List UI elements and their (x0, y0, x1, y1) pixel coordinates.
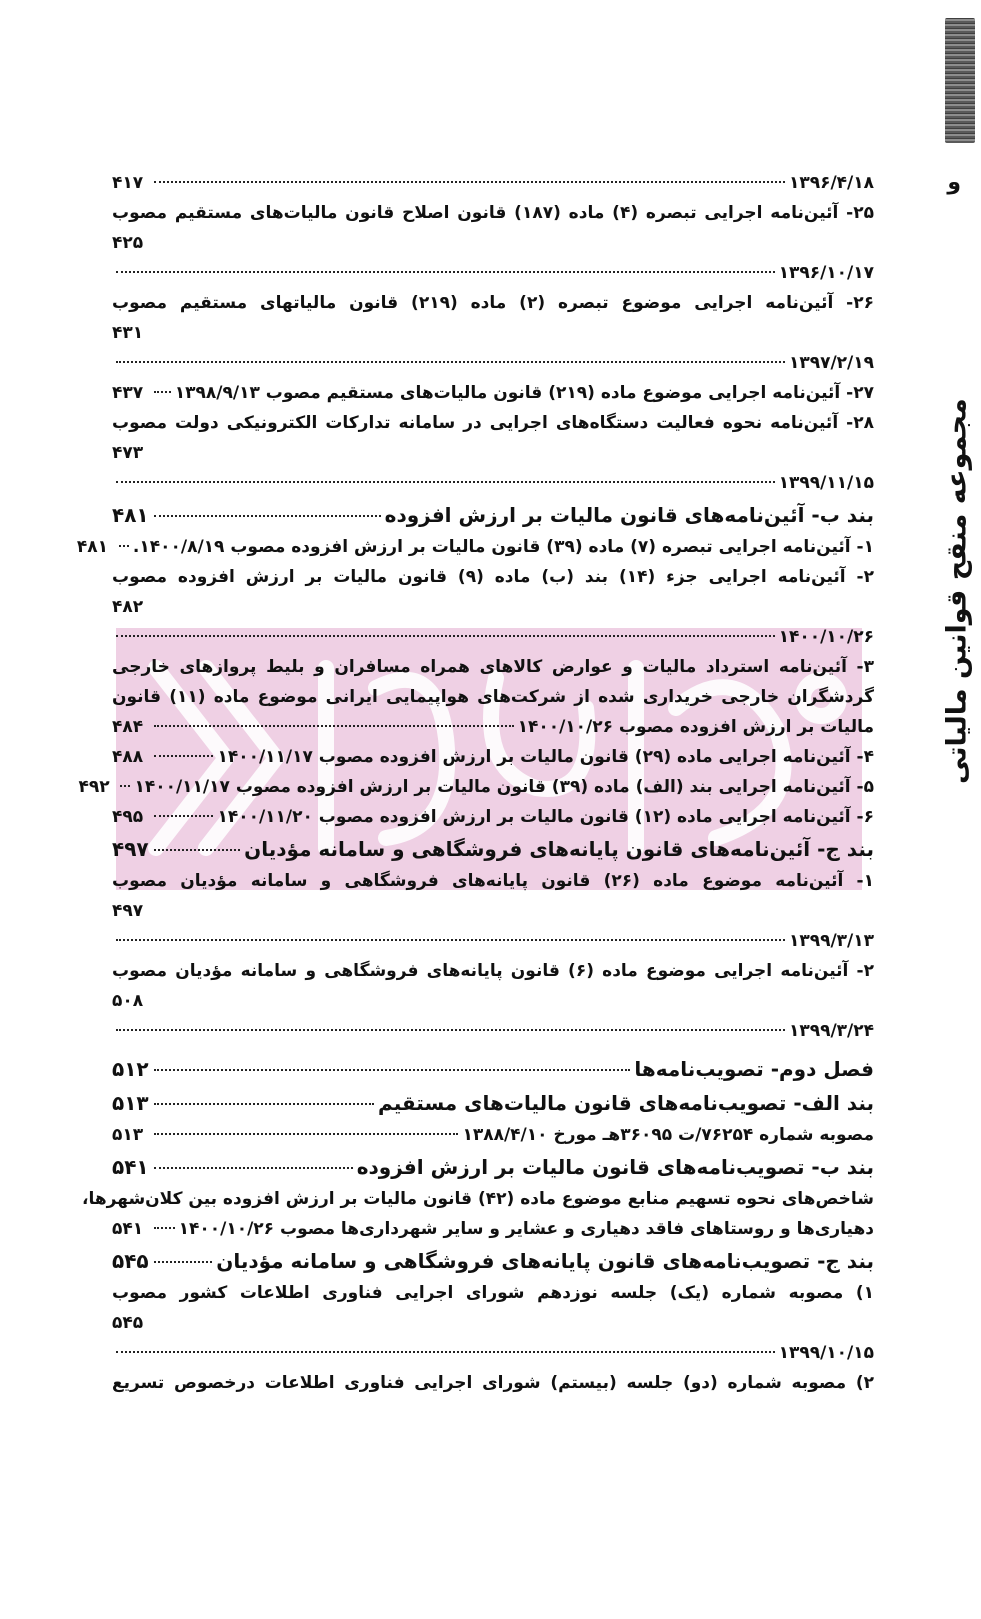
toc-entry: ۱- آئین‌نامه موضوع ماده (۲۶) قانون پایانه‌های فروشگاهی و سامانه مؤدیان مصوب (112, 871, 874, 891)
page-number: ۴۹۷ (112, 901, 144, 921)
section-heading: بند الف- تصویب‌نامه‌های قانون مالیات‌های مستقیم ۵۱۳ (112, 1086, 874, 1120)
leader-dots (154, 1133, 458, 1135)
leader-dots (116, 635, 775, 637)
page-number: ۴۹۲ (78, 777, 110, 797)
table-of-contents: ۱۳۹۶/۴/۱۸ ۴۱۷ ۲۵- آئین‌نامه اجرایی تبصره (۴) ماده (۱۸۷) قانون اصلاح قانون مالیات‌های مستقیم مصوب ۴۲۵ ۱۳۹۶/۱۰/۱۷ ۲۶- آئین‌نامه اجرایی موضوع تبصره (۲) ماده (۲۱۹) قانون مالیاتهای مستقیم مصوب ۴۳۱ ۱۳۹۷/۲/۱۹ ۲۷- آئین‌نامه اجرایی موضوع ماده (۲۱۹) قانون مالیات‌های مستقیم مصوب ۱۳۹۸/۹/۱۳ ۴۳۷ ۲۸- آئین‌نامه نحوه فعالیت دستگاه‌های اجرایی در سامانه تدارکات الکترونیکی دولت مصوب ۴۷۳ ۱۳۹۹/۱۱/۱۵ بند ب- آئین‌نامه‌های قانون مالیات بر ارزش افزوده ۴۸۱ ۱- آئین‌نامه اجرایی تبصره (۷) ماده (۳۹) قانون مالیات بر ارزش افزوده مصوب ۱۴۰۰/۸/۱۹. ۴۸۱ ۲- آئین‌نامه اجرایی جزء (۱۴) بند (ب) ماده (۹) قانون مالیات بر ارزش افزوده مصوب ۴۸۲ ۱۴۰۰/۱۰/۲۶ ۳- آئین‌نامه استرداد مالیات و عوارض کالاهای همراه مسافران و بلیط پروازهای خارجی گردشگران خارجی خریداری شده از شرکت‌های هواپیمایی ایرانی موضوع ماده (۱۱) قانون مالیات بر ارزش افزوده مصوب ۱۴۰۰/۱۰/۲۶ ۴۸۴ ۴- آئین‌نامه اجرایی ماده (۲۹) قانون مالیات بر ارزش افزوده مصوب ۱۴۰۰/۱۱/۱۷ ۴۸۸ ۵- آئین‌نامه اجرایی بند (الف) ماده (۳۹) قانون مالیات بر ارزش افزوده مصوب ۱۴۰۰/۱۱/۱۷ ۴۹۲ ۶- آئین‌نامه اجرایی ماده (۱۲) قانون مالیات بر ارزش افزوده مصوب ۱۴۰۰/۱۱/۲۰ ۴۹۵ بند ج- آئین‌نامه‌های قانون پایانه‌های فروشگاهی و سامانه مؤدیان ۴۹۷ ۱- آئین‌نامه موضوع ماده (۲۶) قانون پایانه‌های فروشگاهی و سامانه مؤدیان مصوب ۴۹۷ ۱۳۹۹/۳/۱۳ ۲- آئین‌نامه اجرایی موضوع ماده (۶) قانون پایانه‌های فروشگاهی و سامانه مؤدیان مصوب ۵۰۸ ۱۳۹۹/۳/۲۴ فصل دوم- تصویب‌نامه‌ها ۵۱۲ بند الف- تصویب‌نامه‌های قانون مالیات‌های مستقیم ۵۱۳ مصوبه شماره ۷۶۲۵۴/ت ۳۶۰۹۵هـ مورخ ۱۳۸۸/۴/۱۰ ۵۱۳ بند ب- تصویب‌نامه‌های قانون مالیات بر ارزش افزوده ۵۴۱ شاخص‌های نحوه تسهیم منابع موضوع ماده (۴۲) قانون مالیات بر ارزش افزوده بین کلان‌شهرها، دهیاری‌ها و روستاهای فاقد دهیاری و عشایر و سایر شهرداری‌ها مصوب ۱۴۰۰/۱۰/۲۶ ۵۴۱ بند ج- تصویب‌نامه‌های قانون پایانه‌های فروشگاهی و سامانه مؤدیان ۵۴۵ ۱) مصوبه شماره (یک) جلسه نوزدهم شورای اجرایی فناوری اطلاعات کشور مصوب ۵۴۵ ۱۳۹۹/۱۰/۱۵ ۲) مصوبه شماره (دو) جلسه (بیستم) شورای اجرایی فناوری اطلاعات درخصوص تسریع (112, 168, 874, 1398)
toc-entry: ۳- آئین‌نامه استرداد مالیات و عوارض کالاهای همراه مسافران و بلیط پروازهای خارجی (112, 657, 874, 677)
leader-dots (154, 1103, 374, 1105)
leader-dots (154, 181, 785, 183)
leader-dots (154, 1227, 175, 1229)
toc-entry: ۱- آئین‌نامه اجرایی تبصره (۷) ماده (۳۹) قانون مالیات بر ارزش افزوده مصوب ۱۴۰۰/۸/۱۹. ۴۸۱ (112, 532, 874, 562)
leader-dots (154, 391, 171, 393)
toc-entry: ۲۸- آئین‌نامه نحوه فعالیت دستگاه‌های اجرایی در سامانه تدارکات الکترونیکی دولت مصوب (112, 413, 874, 433)
page-number: ۴۸۸ (112, 747, 144, 767)
chapter-heading: فصل دوم- تصویب‌نامه‌ها ۵۱۲ (112, 1052, 874, 1086)
page-number: ۵۴۱ (112, 1155, 149, 1179)
leader-dots (154, 849, 240, 851)
page-number: ۴۷۳ (112, 443, 144, 463)
leader-dots (154, 815, 213, 817)
page-number: ۵۱۲ (112, 1057, 149, 1081)
page-number: ۴۸۲ (112, 597, 144, 617)
page-number: ۵۴۱ (112, 1219, 144, 1239)
toc-entry: ۱۳۹۶/۴/۱۸ ۴۱۷ (112, 168, 874, 198)
toc-entry: ۱) مصوبه شماره (یک) جلسه نوزدهم شورای اجرایی فناوری اطلاعات کشور مصوب (112, 1283, 874, 1303)
leader-dots (154, 1167, 353, 1169)
running-title: مجموعه منقح قوانین مالیاتی (941, 398, 973, 784)
page-number: ۴۸۱ (76, 537, 109, 557)
page-number: ۵۴۵ (112, 1249, 149, 1273)
leader-dots (120, 785, 130, 787)
scan-edge (945, 18, 975, 143)
leader-dots (119, 545, 129, 547)
page-number: ۴۳۷ (112, 383, 144, 403)
leader-dots (116, 361, 785, 363)
leader-dots (154, 1069, 630, 1071)
section-heading: بند ج- آئین‌نامه‌های قانون پایانه‌های فروشگاهی و سامانه مؤدیان ۴۹۷ (112, 832, 874, 866)
page-number: ۴۱۷ (112, 173, 144, 193)
leader-dots (116, 939, 785, 941)
leader-dots (154, 1261, 212, 1263)
leader-dots (116, 271, 775, 273)
page-number: ۴۹۷ (112, 837, 149, 861)
section-heading: بند ب- تصویب‌نامه‌های قانون مالیات بر ارزش افزوده ۵۴۱ (112, 1150, 874, 1184)
section-heading: بند ج- تصویب‌نامه‌های قانون پایانه‌های فروشگاهی و سامانه مؤدیان ۵۴۵ (112, 1244, 874, 1278)
page-number: ۵۴۵ (112, 1313, 144, 1333)
leader-dots (154, 755, 213, 757)
page-number: ۵۱۳ (112, 1125, 144, 1145)
toc-entry: ۲۶- آئین‌نامه اجرایی موضوع تبصره (۲) ماده (۲۱۹) قانون مالیاتهای مستقیم مصوب (112, 293, 874, 313)
toc-entry: ۶- آئین‌نامه اجرایی ماده (۱۲) قانون مالیات بر ارزش افزوده مصوب ۱۴۰۰/۱۱/۲۰ ۴۹۵ (112, 802, 874, 832)
toc-entry: مصوبه شماره ۷۶۲۵۴/ت ۳۶۰۹۵هـ مورخ ۱۳۸۸/۴/۱۰ ۵۱۳ (112, 1120, 874, 1150)
page-number: ۴۹۵ (112, 807, 144, 827)
toc-entry: ۲) مصوبه شماره (دو) جلسه (بیستم) شورای اجرایی فناوری اطلاعات درخصوص تسریع (112, 1373, 874, 1393)
toc-entry: ۲۷- آئین‌نامه اجرایی موضوع ماده (۲۱۹) قانون مالیات‌های مستقیم مصوب ۱۳۹۸/۹/۱۳ ۴۳۷ (112, 378, 874, 408)
leader-dots (116, 1351, 775, 1353)
section-letter: و (947, 170, 961, 195)
leader-dots (116, 1029, 785, 1031)
leader-dots (154, 515, 381, 517)
toc-entry: ۲- آئین‌نامه اجرایی موضوع ماده (۶) قانون پایانه‌های فروشگاهی و سامانه مؤدیان مصوب (112, 961, 874, 981)
section-heading: بند ب- آئین‌نامه‌های قانون مالیات بر ارزش افزوده ۴۸۱ (112, 498, 874, 532)
toc-entry: ۲- آئین‌نامه اجرایی جزء (۱۴) بند (ب) ماده (۹) قانون مالیات بر ارزش افزوده مصوب (112, 567, 874, 587)
page-number: ۴۳۱ (112, 323, 144, 343)
page-number: ۴۸۴ (112, 717, 144, 737)
toc-entry: ۴- آئین‌نامه اجرایی ماده (۲۹) قانون مالیات بر ارزش افزوده مصوب ۱۴۰۰/۱۱/۱۷ ۴۸۸ (112, 742, 874, 772)
page-number: ۵۱۳ (112, 1091, 149, 1115)
toc-entry: ۵- آئین‌نامه اجرایی بند (الف) ماده (۳۹) قانون مالیات بر ارزش افزوده مصوب ۱۴۰۰/۱۱/۱۷ ۴۹۲ (112, 772, 874, 802)
leader-dots (154, 725, 514, 727)
page-number: ۵۰۸ (112, 991, 144, 1011)
toc-entry: شاخص‌های نحوه تسهیم منابع موضوع ماده (۴۲) قانون مالیات بر ارزش افزوده بین کلان‌شهرها، (82, 1189, 874, 1209)
leader-dots (116, 481, 775, 483)
page-number: ۴۲۵ (112, 233, 144, 253)
page-number: ۴۸۱ (112, 503, 149, 527)
toc-entry: ۲۵- آئین‌نامه اجرایی تبصره (۴) ماده (۱۸۷) قانون اصلاح قانون مالیات‌های مستقیم مصوب (112, 203, 874, 223)
